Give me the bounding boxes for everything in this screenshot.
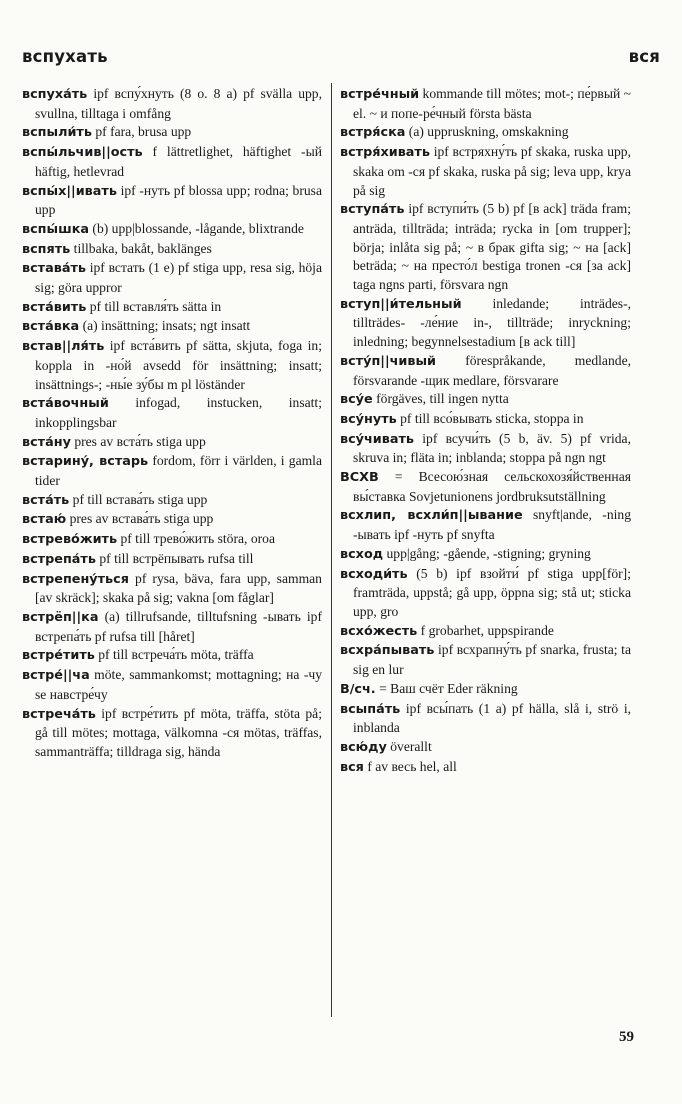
entry-definition: ipf встать (1 e) pf stiga upp, resa sig, höja sig; göra uppror bbox=[35, 260, 322, 296]
entry-definition: tillbaka, bakåt, baklänges bbox=[73, 240, 212, 256]
entry-definition: f grobarhet, uppspirande bbox=[420, 622, 554, 638]
entry-headword: вспуха́ть bbox=[22, 87, 88, 102]
entry-headword: вспы́шка bbox=[22, 221, 90, 237]
column-divider bbox=[331, 83, 332, 1017]
dictionary-entry bbox=[340, 680, 631, 700]
entry-definition: ipf вступи́ть (5 b) pf [в ack] träda fram; anträda, tillträda; inträda; rycka in [om trupper]; börja; inlåta sig på; ~ в брак gifta sig; ~ на [ack] beträda; ~ на престо́л bestiga tronen -ся [за ack] taga ngns parti, försvara ngn bbox=[353, 201, 631, 293]
entry-headword: всту́п||чивый bbox=[340, 353, 437, 369]
dictionary-entry bbox=[22, 705, 322, 762]
entry-definition: ipf встре́тить pf möta, träffa, stöta på; gå till mötes; mottaga, välkomna -ся mötas, träffas, sammanträffa; tilldraga sig, hända bbox=[35, 705, 322, 759]
entry-headword: встря́ска bbox=[340, 125, 406, 141]
entry-headword: вспы́х||ивать bbox=[22, 183, 117, 199]
entry-definition: ipf вста́вить pf sätta, skjuta, foga in; koppla in -но́й avsedd för insättning; insatt; insättnings-; -ны́е зу́бы m pl löständer bbox=[35, 338, 322, 392]
entry-definition: pf till трево́жить störa, oroa bbox=[120, 531, 275, 547]
entry-headword: всхо́жесть bbox=[340, 623, 418, 639]
entry-definition: pf fara, brusa upp bbox=[95, 124, 192, 140]
entry-definition: ipf вспу́хнуть (8 o. 8 a) pf svälla upp, svullna, tilltaga i omfång bbox=[35, 86, 323, 121]
entry-headword: встреча́ть bbox=[22, 706, 96, 722]
dictionary-entry bbox=[340, 390, 631, 410]
entry-headword: ВСХВ bbox=[340, 470, 379, 486]
dictionary-entry bbox=[340, 410, 631, 430]
dictionary-entry bbox=[340, 545, 631, 565]
dictionary-entry bbox=[340, 468, 631, 506]
entry-headword: всход bbox=[340, 546, 384, 562]
entry-definition: infogad, instucken, insatt; inkopplingsbar bbox=[35, 395, 322, 430]
entry-headword: встре́тить bbox=[22, 648, 95, 664]
dictionary-entry bbox=[22, 317, 322, 337]
dictionary-entry bbox=[22, 143, 322, 181]
entry-headword: встарину́, встарь bbox=[22, 454, 149, 470]
entry-definition: fordom, förr i världen, i gamla tider bbox=[35, 453, 322, 489]
running-head-left: вспухать bbox=[22, 47, 108, 66]
entry-headword: всу́е bbox=[340, 392, 373, 408]
running-head-right: вся bbox=[628, 47, 660, 66]
entry-definition: pres av встава́ть stiga upp bbox=[69, 511, 214, 527]
dictionary-entry bbox=[340, 758, 631, 778]
entry-definition: pf till вставля́ть sätta in bbox=[89, 298, 222, 314]
entry-headword: вступ||и́тельный bbox=[340, 296, 462, 312]
dictionary-entry bbox=[22, 530, 322, 550]
dictionary-entry bbox=[340, 352, 631, 390]
dictionary-entry bbox=[340, 738, 631, 758]
dictionary-entry bbox=[340, 700, 631, 738]
entry-headword: встре́чный bbox=[340, 87, 420, 102]
entry-headword: вся bbox=[340, 759, 364, 775]
left-column bbox=[22, 85, 322, 762]
dictionary-entry bbox=[22, 123, 322, 143]
dictionary-entry bbox=[22, 550, 322, 570]
entry-definition: pf till встреча́ть möta, träffa bbox=[98, 647, 254, 663]
dictionary-entry bbox=[340, 123, 631, 143]
entry-definition: överallt bbox=[390, 738, 432, 754]
dictionary-entry bbox=[340, 85, 631, 123]
entry-headword: всу́чивать bbox=[340, 431, 415, 447]
entry-definition: ipf всучи́ть (5 b, äv. 5) pf vrida, skruva in; fläta in; inblanda; stoppa på ngn ngt bbox=[353, 430, 631, 466]
entry-definition: (b) upp|blossande, -lågande, blixtrande bbox=[92, 220, 304, 236]
entry-definition: snyft|ande, -ning -ывать ipf -нуть pf snyfta bbox=[353, 507, 631, 543]
entry-definition: (a) tillrufsande, tilltufsning -ывать ipf встрепа́ть pf rufsa till [håret] bbox=[35, 608, 322, 644]
dictionary-entry bbox=[340, 143, 631, 200]
dictionary-entry bbox=[340, 430, 631, 468]
dictionary-entry bbox=[22, 259, 322, 297]
entry-definition: pf till всо́вывать sticka, stoppa in bbox=[400, 410, 584, 426]
entry-headword: всыпа́ть bbox=[340, 701, 401, 717]
entry-definition: f av весь hel, all bbox=[367, 758, 457, 774]
page-number: 59 bbox=[619, 1029, 634, 1045]
entry-definition: upp|gång; -gående, -stigning; gryning bbox=[386, 545, 591, 561]
entry-headword: всхлип, всхли́п||ывание bbox=[340, 508, 523, 524]
dictionary-entry bbox=[22, 394, 322, 432]
entry-definition: = Ваш счёт Eder räkning bbox=[379, 680, 518, 696]
dictionary-entry bbox=[340, 506, 631, 544]
dictionary-entry bbox=[22, 433, 322, 453]
entry-headword: всходи́ть bbox=[340, 566, 408, 582]
entry-definition: pf till встрёпывать rufsa till bbox=[99, 550, 254, 566]
entry-headword: В/сч. bbox=[340, 681, 376, 697]
dictionary-entry bbox=[340, 200, 631, 295]
entry-headword: вста́вочный bbox=[22, 396, 109, 412]
entry-headword: встрево́жить bbox=[22, 532, 118, 548]
entry-definition: pres av вста́ть stiga upp bbox=[74, 433, 206, 449]
entry-definition: (a) uppruskning, omskakning bbox=[408, 124, 569, 140]
dictionary-entry bbox=[22, 452, 322, 490]
dictionary-entry bbox=[22, 85, 322, 123]
dictionary-entry bbox=[22, 182, 322, 220]
entry-headword: всхра́пывать bbox=[340, 643, 435, 659]
entry-definition: kommande till mötes; mot-; пе́рвый ~ el. ~ и попе-ре́чный första bästa bbox=[353, 86, 632, 121]
dictionary-entry bbox=[22, 337, 322, 394]
entry-headword: вспять bbox=[22, 241, 71, 257]
dictionary-entry bbox=[340, 565, 631, 622]
entry-definition: ipf всхрапну́ть pf snarka, frusta; ta sig en lur bbox=[353, 642, 631, 678]
entry-headword: вступа́ть bbox=[340, 202, 405, 218]
entry-definition: ipf -нуть pf blossa upp; rodna; brusa upp bbox=[35, 182, 322, 218]
entry-headword: встаю́ bbox=[22, 512, 67, 528]
entry-headword: встре́||ча bbox=[22, 668, 90, 684]
entry-headword: встрёп||ка bbox=[22, 609, 99, 625]
entry-headword: встава́ть bbox=[22, 261, 86, 277]
dictionary-entry bbox=[22, 646, 322, 666]
entry-definition: pf till встава́ть stiga upp bbox=[72, 491, 208, 507]
entry-definition: (a) insättning; insats; ngt insatt bbox=[82, 318, 251, 334]
dictionary-entry bbox=[340, 295, 631, 352]
right-column bbox=[340, 85, 631, 777]
entry-headword: всу́нуть bbox=[340, 411, 397, 427]
entry-headword: встря́хивать bbox=[340, 145, 430, 161]
dictionary-entry bbox=[22, 510, 322, 530]
dictionary-entry bbox=[22, 570, 322, 608]
entry-definition: inledande; inträdes-, tillträdes- -ле́ние in-, tillträde; inryckning; inledning; begynnelsestadium [в ack till] bbox=[353, 295, 631, 350]
dictionary-entry bbox=[340, 641, 631, 679]
dictionary-entry bbox=[22, 608, 322, 646]
entry-headword: встрепа́ть bbox=[22, 551, 96, 567]
dictionary-entry bbox=[340, 622, 631, 642]
entry-headword: вспы́льчив||ость bbox=[22, 145, 143, 161]
entry-headword: встав||ля́ть bbox=[22, 339, 105, 355]
dictionary-entry bbox=[22, 220, 322, 240]
entry-headword: вспыли́ть bbox=[22, 125, 92, 141]
entry-headword: всю́ду bbox=[340, 739, 387, 755]
entry-headword: вста́ть bbox=[22, 492, 70, 508]
entry-definition: = Всесою́зная сельскохозя́йственная вы́ставка Sovjetunionens jordbruksutställning bbox=[353, 469, 631, 504]
dictionary-entry bbox=[22, 491, 322, 511]
dictionary-entry bbox=[22, 666, 322, 704]
entry-definition: ipf встряхну́ть pf skaka, ruska upp, skaka om -ся pf skaka, ruska på sig; leva upp, krya på sig bbox=[353, 144, 631, 198]
entry-definition: pf rysa, bäva, fara upp, samman [av skräck]; skaka på sig; vakna [om fåglar] bbox=[35, 570, 322, 606]
dictionary-entry bbox=[22, 240, 322, 260]
entry-definition: förgäves, till ingen nytta bbox=[376, 391, 509, 407]
entry-definition: förespråkande, medlande, försvarande -щик medlare, försvarare bbox=[353, 352, 631, 388]
entry-definition: ipf всы́пать (1 a) pf hälla, slå i, strö i, inblanda bbox=[353, 700, 631, 736]
entry-headword: вста́ну bbox=[22, 434, 71, 450]
entry-headword: встрепену́ться bbox=[22, 571, 129, 587]
entry-headword: вста́вить bbox=[22, 299, 87, 315]
dictionary-entry bbox=[22, 298, 322, 318]
entry-definition: möte, sammankomst; mottagning; на -чу se навстре́чу bbox=[35, 667, 322, 702]
entry-definition: (5 b) ipf взойти́ pf stiga upp[för]; framträda, uppstå; gå upp, öppna sig; stå ut; sticka upp, gro bbox=[353, 565, 631, 619]
entry-definition: f lättretlighet, häftighet -ый häftig, hetlevrad bbox=[35, 144, 322, 179]
entry-headword: вста́вка bbox=[22, 319, 80, 335]
